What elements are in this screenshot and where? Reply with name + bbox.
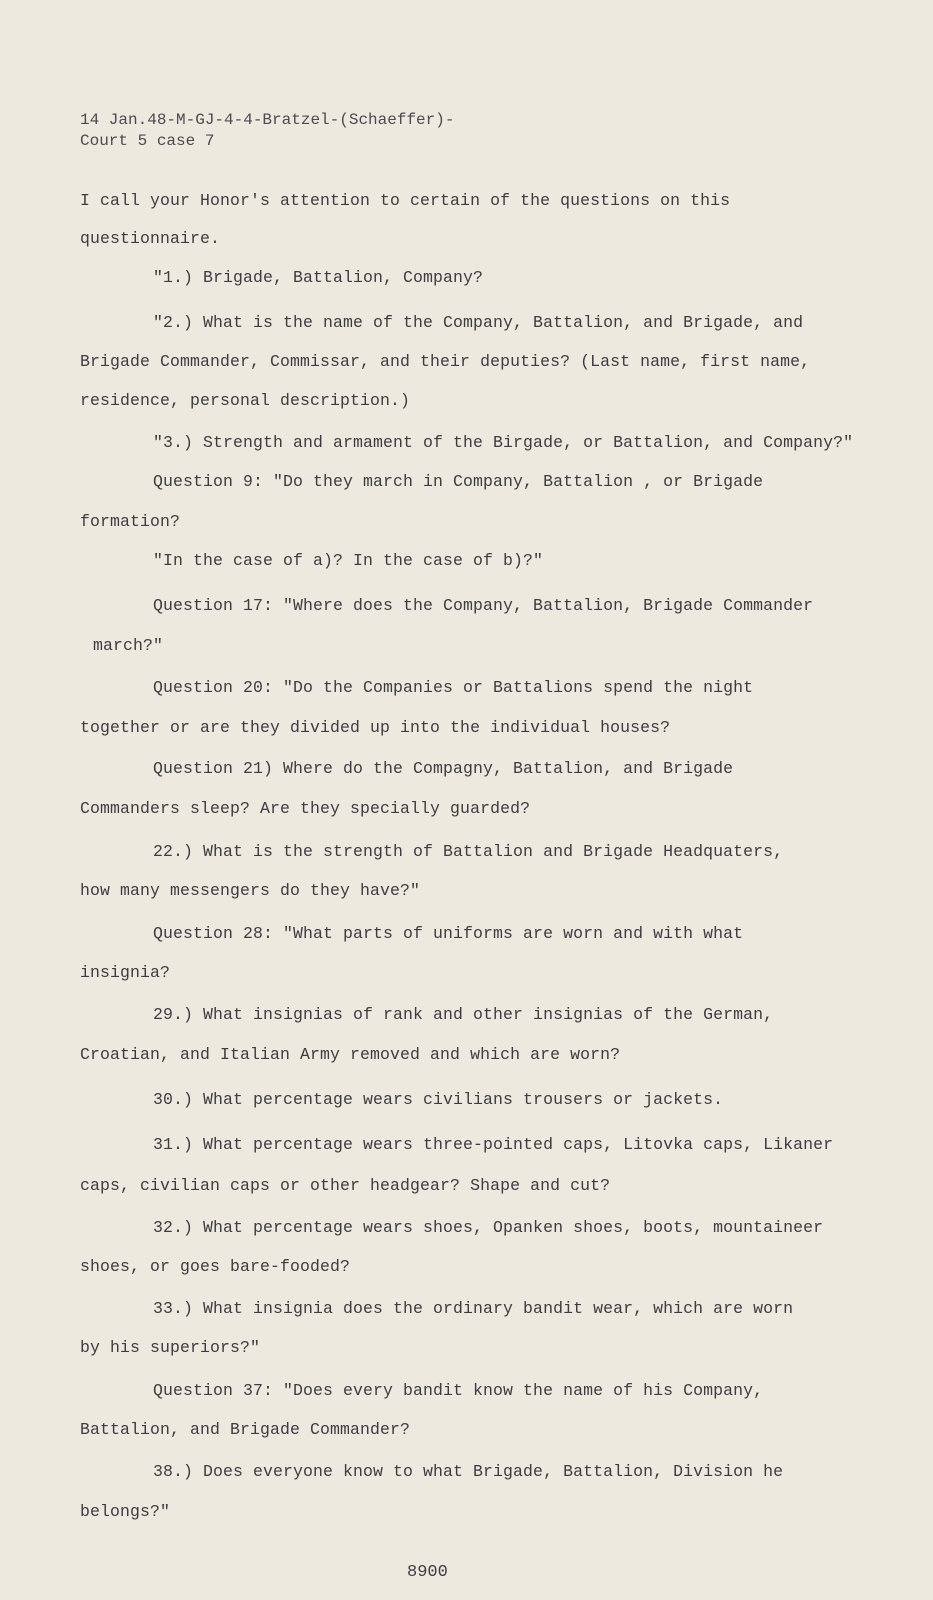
text-line: questionnaire. — [80, 229, 221, 248]
text-line: 33.) What insignia does the ordinary bandit wear, which are worn — [153, 1299, 794, 1318]
text-line: shoes, or goes bare-fooded? — [80, 1257, 351, 1276]
text-line: 38.) Does everyone know to what Brigade, Battalion, Division he — [153, 1462, 784, 1481]
text-line: 29.) What insignias of rank and other insignias of the German, — [153, 1005, 774, 1024]
text-line: "3.) Strength and armament of the Birgade, or Battalion, and Company?" — [153, 433, 854, 452]
text-line: march?" — [93, 636, 164, 655]
text-line: 30.) What percentage wears civilians trousers or jackets. — [153, 1090, 724, 1109]
text-line: Commanders sleep? Are they specially guarded? — [80, 799, 531, 818]
text-line: Question 20: "Do the Companies or Battalions spend the night — [153, 678, 754, 697]
header-reference: 14 Jan.48-M-GJ-4-4-Bratzel-(Schaeffer)- — [80, 111, 455, 129]
text-line: I call your Honor's attention to certain of the questions on this — [80, 191, 731, 210]
text-line: 32.) What percentage wears shoes, Opanken shoes, boots, mountaineer — [153, 1218, 824, 1237]
text-line: 31.) What percentage wears three-pointed caps, Litovka caps, Likaner — [153, 1135, 834, 1154]
text-line: formation? — [80, 512, 181, 531]
text-line: together or are they divided up into the individual houses? — [80, 718, 671, 737]
text-line: by his superiors?" — [80, 1338, 261, 1357]
text-line: Question 28: "What parts of uniforms are worn and with what — [153, 924, 744, 943]
text-line: Croatian, and Italian Army removed and which are worn? — [80, 1045, 621, 1064]
text-line: residence, personal description.) — [80, 391, 411, 410]
text-line: "In the case of a)? In the case of b)?" — [153, 551, 544, 570]
text-line: Question 21) Where do the Compagny, Battalion, and Brigade — [153, 759, 734, 778]
text-line: Question 17: "Where does the Company, Battalion, Brigade Commander — [153, 596, 814, 615]
text-line: Question 37: "Does every bandit know the name of his Company, — [153, 1381, 764, 1400]
page-number: 8900 — [407, 1563, 448, 1582]
text-line: insignia? — [80, 963, 171, 982]
document-header — [80, 110, 454, 152]
text-line: "1.) Brigade, Battalion, Company? — [153, 268, 484, 287]
text-line: belongs?" — [80, 1502, 171, 1521]
header-court-case: Court 5 case 7 — [80, 132, 215, 150]
text-line: caps, civilian caps or other headgear? Shape and cut? — [80, 1176, 611, 1195]
text-line: Battalion, and Brigade Commander? — [80, 1420, 411, 1439]
text-line: "2.) What is the name of the Company, Battalion, and Brigade, and — [153, 313, 804, 332]
text-line: how many messengers do they have?" — [80, 881, 421, 900]
text-line: 22.) What is the strength of Battalion and Brigade Headquaters, — [153, 842, 784, 861]
text-line: Question 9: "Do they march in Company, Battalion , or Brigade — [153, 472, 764, 491]
text-line: Brigade Commander, Commissar, and their deputies? (Last name, first name, — [80, 352, 811, 371]
